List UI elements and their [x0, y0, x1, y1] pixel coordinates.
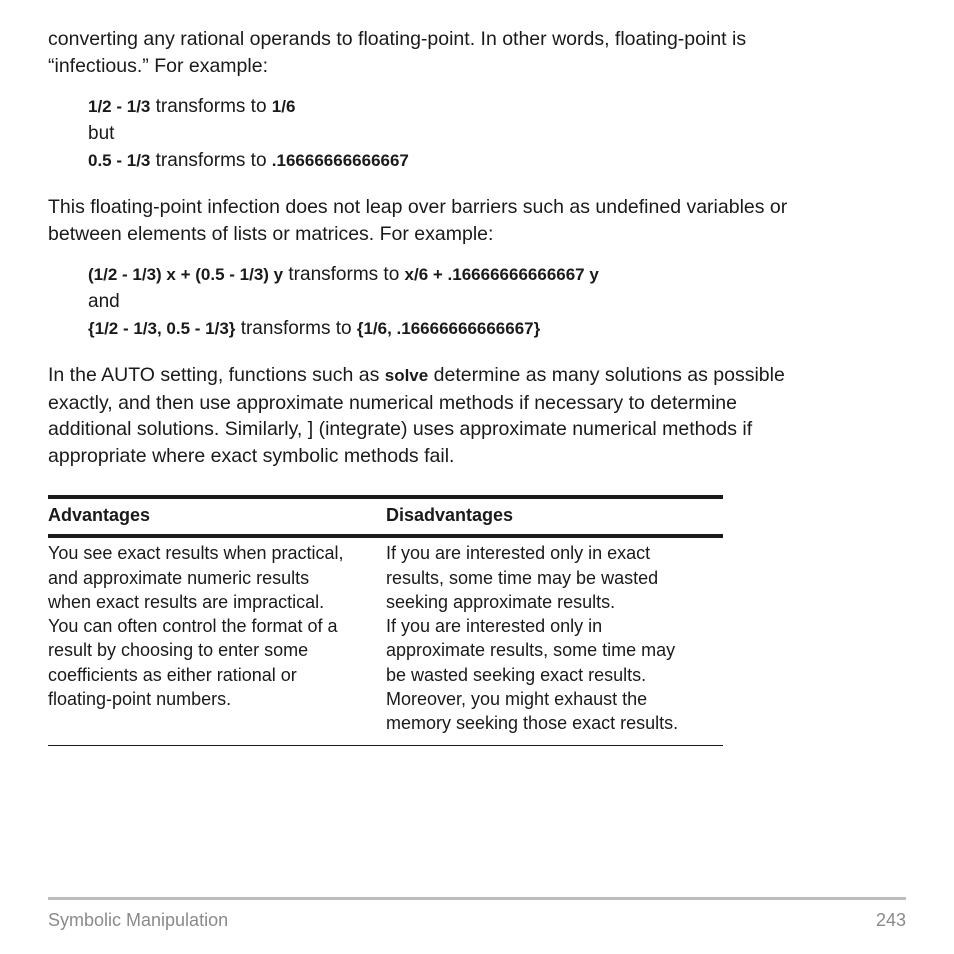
example-line: [88, 93, 908, 120]
code-result: x/6 + .16666666666667 y: [404, 265, 599, 284]
text-line: “infectious.” For example:: [48, 54, 268, 77]
code-expression: (1/2 - 1/3) x + (0.5 - 1/3) y: [88, 265, 284, 284]
cell-line: seeking approximate results.: [386, 591, 616, 612]
text-segment: In the AUTO setting, functions such as: [48, 364, 385, 386]
cell-line: be wasted seeking exact results.: [386, 664, 647, 685]
page-number: 243: [875, 910, 906, 930]
header-advantages: Advantages: [48, 497, 386, 536]
text-line: converting any rational operands to floating-point. In other words, floating-point is: [48, 28, 747, 50]
example-text: transforms to: [235, 318, 357, 339]
cell-line: when exact results are impractical.: [48, 591, 325, 612]
text-line: between elements of lists or matrices. For example:: [48, 222, 494, 245]
text-line: additional solutions. Similarly, ] (integrate) uses approximate numerical methods if: [48, 418, 753, 440]
example-block-2: [88, 261, 908, 342]
cell-line: Moreover, you might exhaust the: [386, 689, 648, 710]
paragraph-infectious: [48, 26, 908, 79]
example-text: transforms to: [283, 264, 405, 285]
code-expression: {1/2 - 1/3, 0.5 - 1/3}: [88, 319, 236, 338]
cell-line: approximate results, some time may: [386, 640, 676, 661]
example-connector: and: [88, 291, 120, 312]
paragraph-auto-setting: [48, 362, 908, 469]
example-line: [88, 315, 908, 342]
cell-line: results, some time may be wasted: [386, 567, 659, 588]
cell-line: and approximate numeric results: [48, 567, 310, 588]
page-footer: [48, 897, 906, 931]
text-line: exactly, and then use approximate numerical methods if necessary to determine: [48, 391, 737, 414]
page-content: [48, 26, 908, 746]
code-result: {1/6, .16666666666667}: [356, 319, 541, 338]
code-solve: solve: [384, 366, 429, 385]
advantages-cell: [48, 536, 386, 745]
cell-line: If you are interested only in: [386, 616, 603, 637]
cell-line: If you are interested only in exact: [386, 543, 651, 564]
text-line: [48, 362, 908, 390]
example-line: [88, 261, 908, 288]
paragraph-barriers: [48, 194, 908, 247]
code-result: .16666666666667: [271, 151, 409, 170]
example-connector: but: [88, 123, 115, 144]
example-line: [88, 147, 908, 174]
cell-line: You can often control the format of a: [48, 616, 338, 637]
code-expression: 1/2 - 1/3: [88, 97, 151, 116]
code-result: 1/6: [271, 97, 296, 116]
header-disadvantages: Disadvantages: [386, 497, 723, 536]
text-line: appropriate where exact symbolic methods fail.: [48, 444, 455, 467]
text-line: This floating-point infection does not leap over barriers such as undefined variables or: [48, 196, 788, 218]
advantages-table: [48, 495, 723, 746]
disadvantages-cell: [386, 536, 723, 745]
cell-line: result by choosing to enter some: [48, 640, 309, 661]
code-expression: 0.5 - 1/3: [88, 151, 151, 170]
cell-line: You see exact results when practical,: [48, 543, 344, 564]
example-block-1: [88, 93, 908, 174]
example-text: transforms to: [150, 96, 272, 117]
text-segment: determine as many solutions as possible: [428, 364, 785, 386]
table-row: [48, 536, 723, 745]
footer-section-title: Symbolic Manipulation: [48, 910, 229, 930]
cell-line: coefficients as either rational or: [48, 664, 297, 685]
cell-line: memory seeking those exact results.: [386, 713, 679, 734]
table-header-row: [48, 497, 723, 536]
example-text: transforms to: [150, 150, 272, 171]
cell-line: floating-point numbers.: [48, 689, 232, 710]
